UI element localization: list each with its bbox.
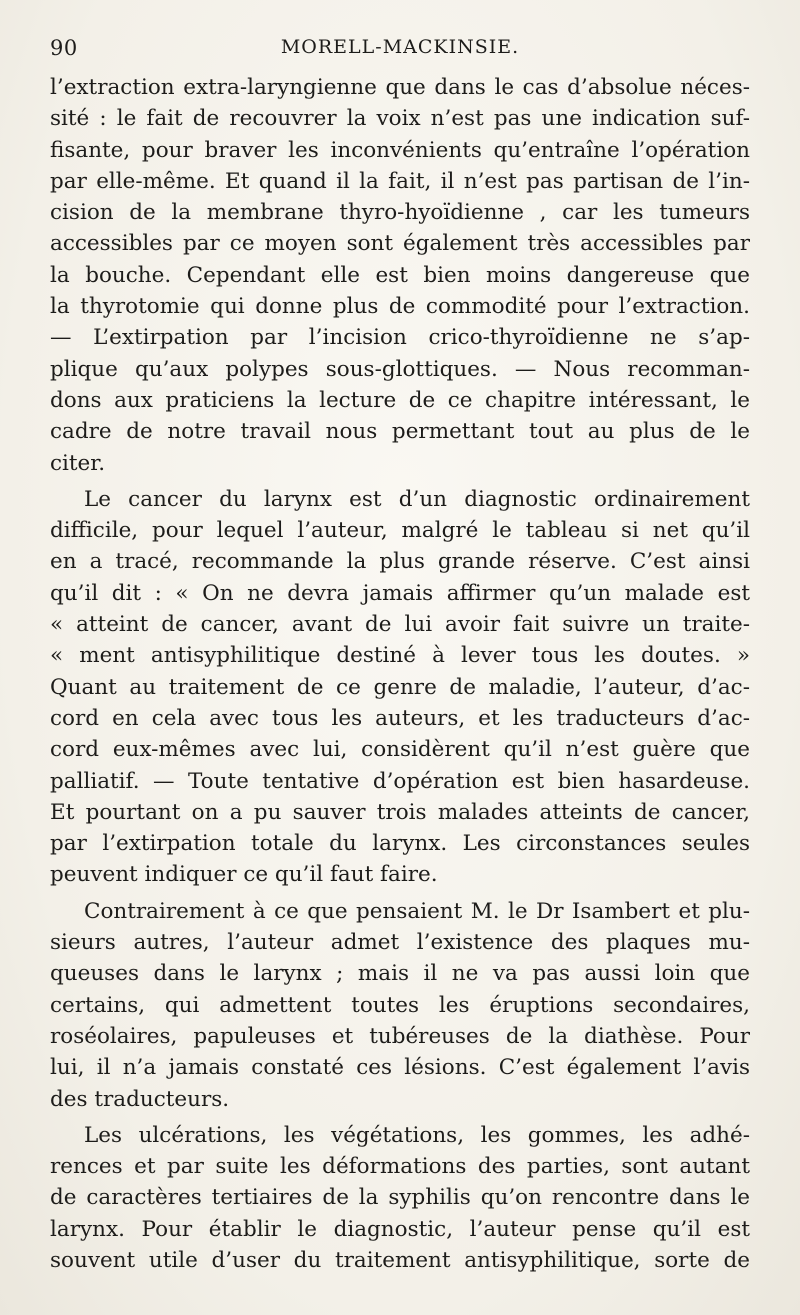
text-line: Le cancer du larynx est d’un diagnostic ordinairement [84,486,750,512]
text-line: sité : le fait de recouvrer la voix n’est pas une indication suf- [50,106,750,132]
text-line: peuvent indiquer ce qu’il faut faire. [50,862,438,888]
text-line: certains, qui admettent toutes les éruptions secondaires, [50,992,750,1018]
text-line: cord eux-mêmes avec lui, considèrent qu’il n’est guère que [50,737,750,763]
text-line: — L’extirpation par l’incision crico-thyroïdienne ne s’ap- [50,325,750,351]
text-line: en a tracé, recommande la plus grande réserve. C’est ainsi [50,549,750,575]
text-line: sieurs autres, l’auteur admet l’existence des plaques mu- [50,930,750,956]
text-line: rences et par suite les déformations des parties, sont autant [50,1154,750,1180]
text-line: palliatif. — Toute tentative d’opération est bien hasardeuse. [50,768,750,794]
text-line: la bouche. Cependant elle est bien moins dangereuse que [50,262,750,288]
text-line: fisante, pour braver les inconvénients qu’entraîne l’opération [50,137,750,163]
text-line: par elle-même. Et quand il la fait, il n’est pas partisan de l’in- [50,168,750,194]
text-line: Contrairement à ce que pensaient M. le Dr Isambert et plu- [84,898,750,924]
text-line: queuses dans le larynx ; mais il ne va pas aussi loin que [50,961,750,987]
text-line: dons aux praticiens la lecture de ce chapitre intéressant, le [50,387,750,413]
text-line: accessibles par ce moyen sont également très accessibles par [50,231,750,257]
text-line: par l’extirpation totale du larynx. Les circonstances seules [50,831,750,857]
text-line: Les ulcérations, les végétations, les gommes, les adhé- [84,1122,750,1148]
text-line: souvent utile d’user du traitement antisyphilitique, sorte de [50,1247,750,1273]
text-line: de caractères tertiaires de la syphilis qu’on rencontre dans le [50,1185,750,1211]
text-line: « ment antisyphilitique destiné à lever tous les doutes. » [50,643,750,669]
page-header [50,36,750,64]
text-line: qu’il dit : « On ne devra jamais affirmer qu’un malade est [50,580,750,606]
text-line: difficile, pour lequel l’auteur, malgré le tableau si net qu’il [50,518,750,544]
text-line: « atteint de cancer, avant de lui avoir fait suivre un traite- [50,612,750,638]
text-line: Quant au traitement de ce genre de maladie, l’auteur, d’ac- [50,674,750,700]
page-number: 90 [50,36,78,60]
text-line: cord en cela avec tous les auteurs, et les traducteurs d’ac- [50,705,750,731]
text-line: cision de la membrane thyro-hyoïdienne , car les tumeurs [50,200,750,226]
running-title: MORELL-MACKINSIE. [280,36,520,58]
text-line: des traducteurs. [50,1086,230,1112]
text-line: cadre de notre travail nous permettant tout au plus de le [50,419,750,445]
text-line: Et pourtant on a pu sauver trois malades atteints de cancer, [50,799,750,825]
text-line: roséolaires, papuleuses et tubéreuses de la diathèse. Pour [50,1023,750,1049]
text-line: plique qu’aux polypes sous-glottiques. — Nous recomman- [50,356,750,382]
text-line: l’extraction extra-laryngienne que dans le cas d’absolue néces- [50,75,750,100]
text-line: lui, il n’a jamais constaté ces lésions. C’est également l’avis [50,1055,750,1081]
text-line: larynx. Pour établir le diagnostic, l’auteur pense qu’il est [50,1216,750,1242]
text-line: citer. [50,450,106,476]
body-text [50,72,750,1276]
text-line: la thyrotomie qui donne plus de commodité pour l’extraction. [50,294,750,320]
